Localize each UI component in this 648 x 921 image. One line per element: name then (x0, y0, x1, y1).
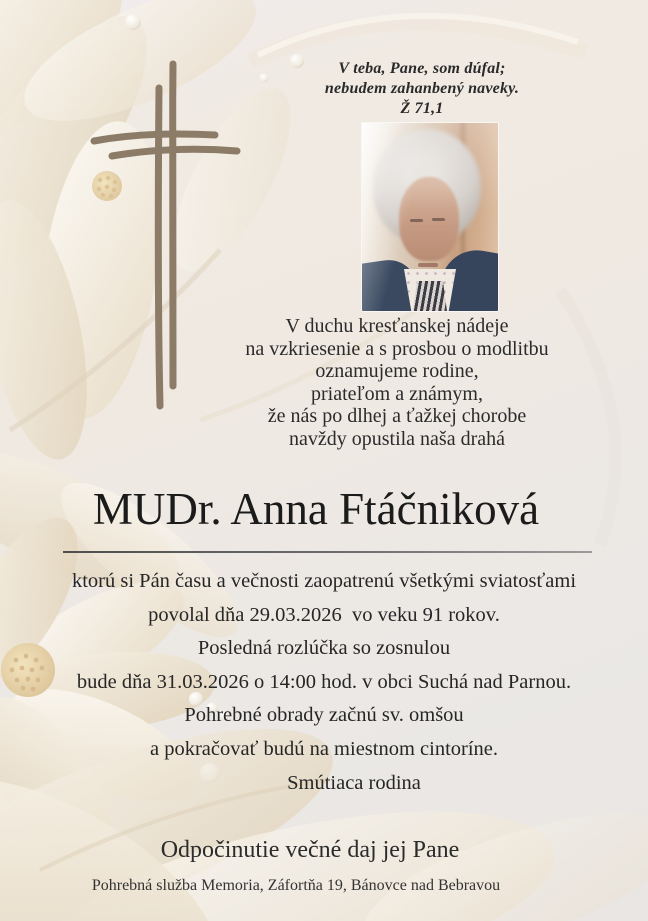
deceased-name: MUDr. Anna Ftáčniková (92, 484, 540, 534)
scripture-reference: Ž 71,1 (400, 100, 444, 117)
deceased-photo (362, 123, 498, 311)
stamen-cluster (92, 171, 122, 201)
name-divider-line (63, 551, 592, 553)
funeral-details (0, 565, 648, 800)
scripture-line-2: nebudem zahanbený naveky. (324, 80, 520, 97)
funeral-home-info: Pohrebná služba Memoria, Záfortňa 19, Bánovce nad Bebravou (91, 877, 501, 894)
closing-prayer: Odpočinutie večné daj jej Pane (160, 837, 460, 863)
details-line: ktorú si Pán času a večnosti zaopatrenú všetkými sviatosťami (71, 570, 577, 592)
scripture-line-1: V teba, Pane, som dúfal; (338, 60, 506, 77)
intro-line: priateľom a známym, (311, 382, 483, 405)
intro-line: oznamujeme rodine, (315, 360, 479, 383)
intro-line: navždy opustila naša drahá (288, 427, 506, 450)
portrait-light-haze (362, 123, 498, 311)
details-line: a pokračovať budú na miestnom cintoríne. (149, 737, 499, 760)
intro-text (222, 315, 572, 451)
intro-line: na vzkriesenie a s prosbou o modlitbu (245, 337, 549, 360)
intro-line: že nás po dlhej a ťažkej chorobe (267, 405, 527, 428)
details-line: povolal dňa 29.03.2026 vo veku 91 rokov. (148, 603, 500, 626)
details-line: Pohrebné obrady začnú sv. omšou (184, 704, 464, 727)
details-line: Posledná rozlúčka so zosnulou (197, 637, 451, 660)
scripture-quote (297, 59, 547, 119)
mourning-family-line: Smútiaca rodina (287, 771, 421, 794)
intro-line: V duchu kresťanskej nádeje (285, 315, 509, 337)
details-line: bude dňa 31.03.2026 o 14:00 hod. v obci Suchá nad Parnou. (76, 670, 572, 693)
